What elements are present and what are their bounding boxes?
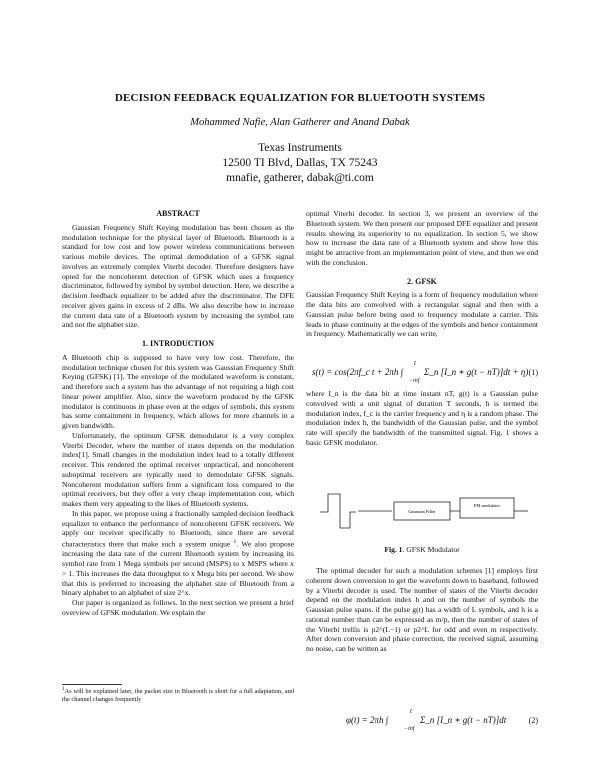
equation-1-lower-limit: −inf	[409, 378, 420, 384]
organization-paragraph: optimal Viterbi decoder. In section 3, we present an overview of the Bluetooth system. We then present our proposed DFE equalizer and present results showing its superiority to no equalization. In section 5, we show how to increase the data rate of a Bluetooth system and show how this might be attractive from an implementation point of view, and then we end with the conclusion.	[306, 209, 538, 267]
affiliation	[0, 141, 600, 186]
figure-caption	[306, 545, 538, 554]
equation-1-lhs: s(t) = cos(2πf_c t + 2πh ∫	[312, 367, 404, 377]
footnote-text: As will be explained later, the packet size in Bluetooth is short for a full adaptation, and the channel changes frequently	[62, 688, 294, 704]
input-pulse-waveform	[320, 494, 356, 528]
equation-1-upper-limit: t	[414, 359, 416, 367]
intro-paragraph-1: A Bluetooth chip is supposed to have very low cost. Therefore, the modulation technique chosen for this system was Gaussian Frequency Shift Keying (GFSK) [1]. The envelope of the modulated waveform is constant, and therefore such a system has the advantage of not requiring a high cost linear power amplifier. Also, since the waveform produced by the GFSK modulator is continuous in phase even at the edges of symbols, this system has some containment in frequency, which allows for more channels in a given bandwidth.	[62, 352, 294, 430]
abstract-text: Gaussian Frequency Shift Keying modulation has been chosen as the modulation technique for the physical layer of Bluetooth. Bluetooth is a standard for low cost and low power wireless communications between various mobile devices. The optimal demodulation of a GFSK signal involves an extremely complex Viterbi decoder. Therefore designers have opted for the noncoherent detection of GFSK which uses a frequency discriminator, followed by symbol by symbol detection. Here, we describe a decision feedback equalizer to be added after the discriminator. The DFE receiver gives gains in excess of 2 dBs. We also describe how to increase the current data rate of a Bluetooth system by increasing the symbol rate and not the alphabet size.	[62, 222, 294, 330]
left-column	[62, 209, 294, 618]
right-column-top	[306, 209, 538, 339]
equation-2-upper-limit: t	[410, 707, 412, 715]
figure-caption-text: . GFSK Modulator	[402, 545, 460, 554]
equation-1-rhs: Σ_n [I_n ∗ g(t − nT)]dt + η)	[424, 367, 529, 377]
affiliation-org: Texas Instruments	[258, 142, 342, 154]
equation-2-rhs: Σ_n [I_n ∗ g(t − nT)]dt	[420, 715, 507, 725]
affiliation-address: 12500 TI Blvd, Dallas, TX 75243	[222, 157, 378, 169]
right-column-bottom	[306, 566, 538, 654]
affiliation-email: mnafie, gatherer, dabak@ti.com	[226, 172, 374, 184]
gfsk-paragraph-2: where I_n is the data bit at time instant nT, g(t) is a Gaussian pulse convolved with a unit signal of duration T seconds, h is termed the modulation index, f_c is the carrier frequency and η is a random phase. The modulation index h, the bandwidth of the Gaussian pulse, and the symbol rate will specify the bandwidth of the transmitted signal. Fig. 1 shows a basic GFSK modulator.	[306, 389, 538, 447]
abstract-heading: ABSTRACT	[156, 209, 200, 218]
gfsk-paragraph-1: Gaussian Frequency Shift Keying is a form of frequency modulation where the data bits are convolved with a rectangular signal and then with a Gaussian pulse before being used to frequency modulate a carrier. This leads to phase continuity at the edges of the symbols and hence containment in frequency. Mathematically we can write,	[306, 290, 538, 339]
gaussian-filter-label: Gaussian Filter	[408, 509, 436, 514]
fm-modulator-label: FM modulator	[473, 503, 501, 508]
gfsk-modulator-diagram	[306, 480, 538, 542]
footnote	[62, 686, 294, 704]
intro-heading: 1. INTRODUCTION	[141, 339, 214, 348]
gfsk-heading: 2. GFSK	[407, 276, 437, 286]
footnote-mark: 1	[62, 687, 65, 692]
footnote-rule	[62, 684, 122, 685]
paper-authors: Mohammed Nafie, Alan Gatherer and Anand Dabak	[190, 117, 410, 128]
viterbi-paragraph: The optimal decoder for such a modulation schemes [1] employs first coherent down conversion to get the waveform down to baseband, followed by a Viterbi decoder is used. The number of states of the Viterbi decoder depend on the modulation index h and on the number of symbols the Gaussian pulse spans. if the pulse g(t) has a width of L symbols, and h is a rational number than can be expressed as m/p, then the number of states of the Viterbi trellis is p2^(L−1) or p2^L for odd and even m respectively. After down conversion and phase correction, the received signal, assuming no noise, can be written as	[306, 566, 538, 653]
equation-2-number: (2)	[528, 716, 538, 725]
intro-paragraph-2: Unfortunately, the optimum GFSK demodulator is a very complex Viterbi Decoder, where the number of states depends on the modulation index[1]. Small changes in the modulation index lead to a totally different receiver. This rendered the optimal receiver unpractical, and noncoherent suboptimal receivers are typically used to demodulate GFSK signals. Noncoherent modulation suffers from a significant loss compared to the optimal receivers, but they offer a very cheap implementation cost, which makes them very appealing to the likes of Bluetooth systems.	[62, 430, 294, 508]
intro-paragraph-3	[62, 509, 294, 598]
equation-1-number: (1)	[528, 368, 538, 377]
equation-2	[306, 706, 538, 734]
intro-paragraph-3a: In this paper, we propose using a fractionally sampled decision feedback equalizer to enhance the performance of noncoherent GFSK receivers. We apply our receiver specifically to Bluetooth, since there are several characteristics there that make such a system unique	[62, 508, 294, 549]
right-column-mid	[306, 389, 538, 448]
figure-caption-label: Fig. 1	[384, 545, 403, 554]
intro-paragraph-3b: . We also propose increasing the data rate of the current Bluetooth system by increasing its symbol rate from 1 Mega symbols per second (MSPS) to x MSPS where x > 1. This increases the data throughput to x Mega bits per second. We show that this is preferred to increasing the alphabet size of Bluetooth from a binary alphabet to an alphabet of size 2^x.	[62, 539, 294, 598]
intro-paragraph-4: Our paper is organized as follows. In the next section we present a brief overview of GFSK modulation. We explain the	[62, 598, 294, 617]
paper-title: DECISION FEEDBACK EQUALIZATION FOR BLUETOOTH SYSTEMS	[114, 92, 486, 104]
fm-modulator-block	[460, 498, 514, 518]
equation-1	[306, 358, 538, 386]
footnote-marker: 1	[233, 539, 237, 545]
equation-2-lhs: φ(t) = 2πh ∫	[346, 715, 389, 725]
equation-2-lower-limit: −inf	[404, 726, 415, 732]
